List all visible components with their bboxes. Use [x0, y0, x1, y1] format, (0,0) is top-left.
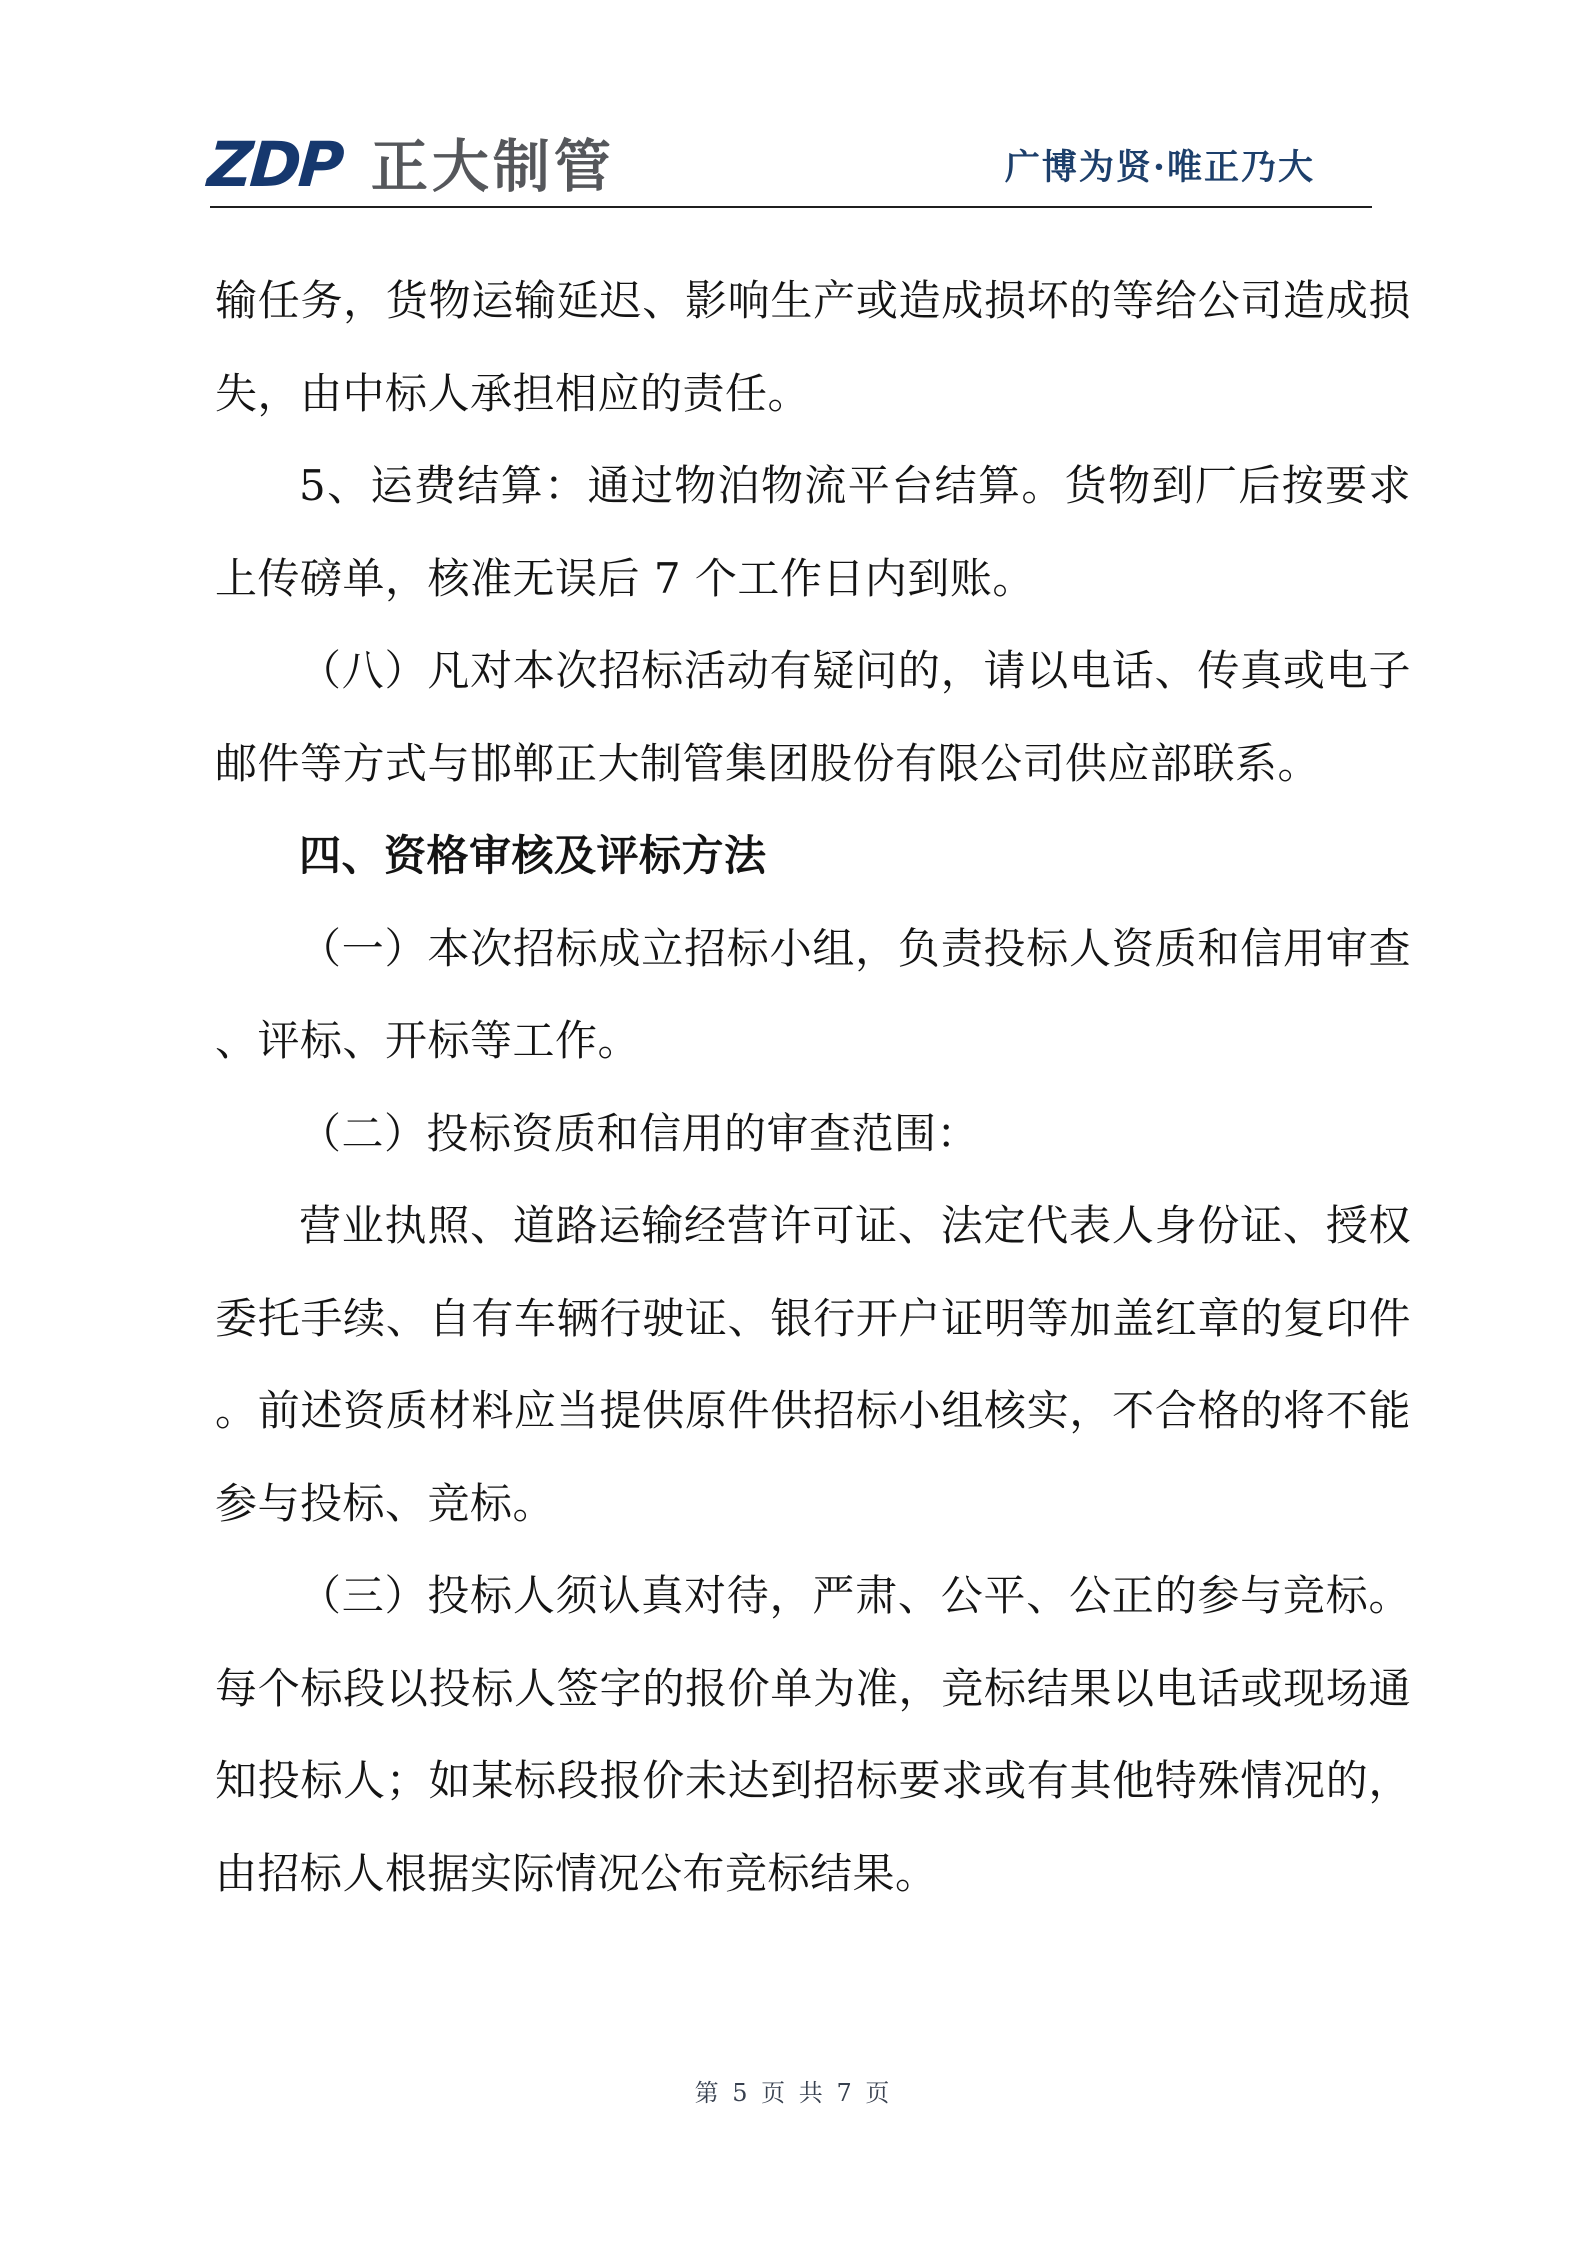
company-logo	[205, 128, 615, 201]
company-logo-name: 正大制管	[370, 134, 615, 200]
zdp-logo-mark: ZDP	[205, 128, 344, 201]
document-body	[215, 255, 1411, 1920]
section-heading-qualification: 四、资格审核及评标方法	[299, 831, 767, 880]
paragraph-freight-settlement: 5、运费结算：通过物泊物流平台结算。货物到厂后按要求上传磅单，核准无误后 7 个工作日内到账。	[215, 461, 1411, 603]
page-footer	[0, 2078, 1587, 2108]
paragraph-review-scope: （二）投标资质和信用的审查范围：	[299, 1108, 980, 1158]
page-number: 第 5 页 共 7 页	[694, 2079, 893, 2107]
paragraph-bid-group: （一）本次招标成立招标小组，负责投标人资质和信用审查、评标、开标等工作。	[215, 923, 1411, 1065]
company-slogan: 广博为贤·唯正乃大	[1004, 147, 1315, 188]
paragraph-required-documents: 营业执照、道路运输经营许可证、法定代表人身份证、授权委托手续、自有车辆行驶证、银行开户证明等加盖红章的复印件。前述资质材料应当提供原件供招标小组核实，不合格的将不能参与投标、竞标。	[215, 1201, 1411, 1528]
paragraph-contact-info: （八）凡对本次招标活动有疑问的，请以电话、传真或电子邮件等方式与邯郸正大制管集团股份有限公司供应部联系。	[215, 646, 1411, 788]
paragraph-continuation: 输任务，货物运输延迟、影响生产或造成损坏的等给公司造成损失，由中标人承担相应的责任。	[215, 276, 1411, 418]
paragraph-bidding-conduct: （三）投标人须认真对待，严肃、公平、公正的参与竞标。每个标段以投标人签字的报价单为准，竞标结果以电话或现场通知投标人；如某标段报价未达到招标要求或有其他特殊情况的，由招标人根据实际情况公布竞标结果。	[215, 1571, 1411, 1898]
header-divider	[210, 206, 1372, 208]
